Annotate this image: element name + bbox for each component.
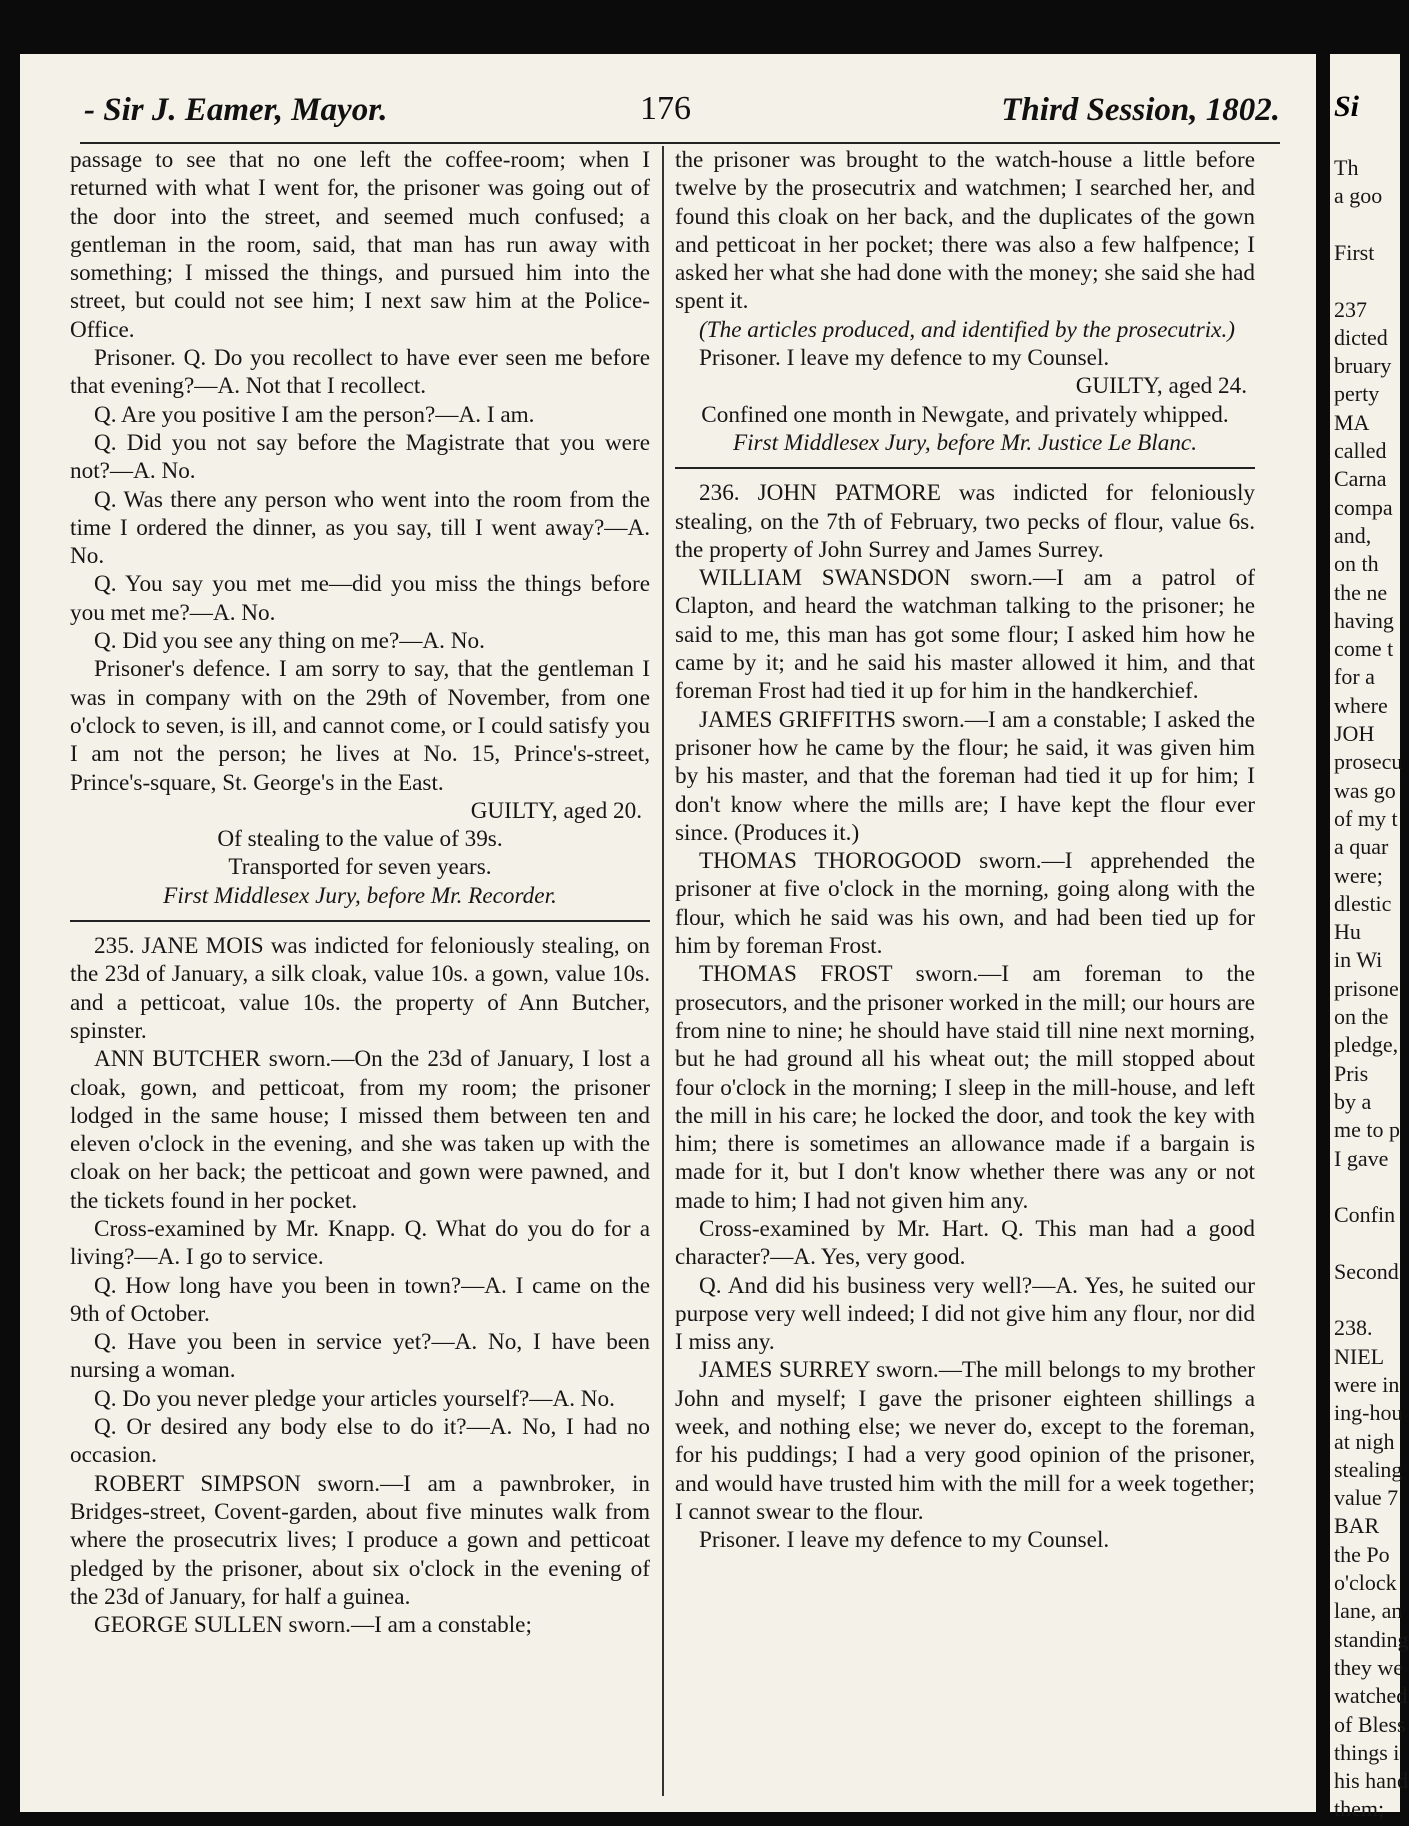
edge-line-fragment: First <box>1334 239 1375 265</box>
paragraph: JAMES SURREY sworn.—The mill belongs to my brother John and myself; I gave the prisoner eighteen shillings a week, and nothing else; we never do, except to the foreman, for his puddings; I had a very good opinion of the prisoner, and would have trusted him with the mill for a week together; I cannot swear to the flour. <box>675 1357 1255 1525</box>
paragraph: Q. And did his business very well?—A. Yes, he suited our purpose very well indeed; I did not give him any flour, nor did I miss any. <box>675 1272 1255 1356</box>
page-number: 176 <box>640 90 691 127</box>
edge-line-fragment: the ne <box>1334 579 1388 605</box>
paragraph: Q. Did you not say before the Magistrate that you were not?—A. No. <box>70 429 650 485</box>
header-left: - Sir J. Eamer, Mayor. <box>84 92 388 128</box>
edge-line-fragment: value 7 <box>1334 1485 1399 1511</box>
page-header <box>60 84 1300 140</box>
edge-line-fragment: called <box>1334 438 1387 463</box>
paragraph: ROBERT SIMPSON sworn.—I am a pawnbroker, in Bridges-street, Covent-garden, about five minutes walk from where the prosecutrix lives; I produce a gown and petticoat pledged by the prisoner, about six o'clock in the evening of the 23d of January, for half a guinea. <box>70 1470 650 1610</box>
paragraph: GEORGE SULLEN sworn.—I am a constable; <box>94 1612 532 1639</box>
paragraph: passage to see that no one left the coffee-room; when I returned with what I went for, the prisoner was going out of the door into the street, and seemed much confused; a gentleman in the room, said, that man has run away with something; I missed the things, and pursued him into the street, but could not see him; I next saw him at the Police-Office. <box>70 147 650 343</box>
header-rule <box>80 142 1280 144</box>
paragraph: ANN BUTCHER sworn.—On the 23d of January, I lost a cloak, gown, and petticoat, from my room; the prisoner lodged in the same house; I missed them between ten and eleven o'clock in the evening, and she was taken up with the cloak on her back; the petticoat and gown were pawned, and the tickets found in her pocket. <box>70 1046 650 1214</box>
edge-line-fragment: prisone <box>1334 975 1399 1001</box>
edge-line-fragment: for a <box>1334 664 1375 690</box>
paragraph: THOMAS FROST sworn.—I am foreman to the prosecutors, and the prisoner worked in the mill; our hours are from nine to nine; he should have staid till nine next morning, but he had ground all his wheat out; the mill stopped about four o'clock in the morning; I sleep in the mill-house, and left the mill in his care; he locked the door, and took the key with him; there is sometimes an allowance made if a bargain is made for it, but I don't know whether there was any or not made to him; I had not given him any. <box>675 961 1255 1214</box>
paragraph: Q. Or desired any body else to do it?—A. No, I had no occasion. <box>70 1414 650 1469</box>
header-right: Third Session, 1802. <box>1001 92 1280 128</box>
edge-line-fragment: a goo <box>1334 183 1383 209</box>
edge-line-fragment: BAR <box>1334 1513 1380 1539</box>
paragraph: Q. Do you never pledge your articles yourself?—A. No. <box>94 1385 615 1412</box>
paragraph: Q. You say you met me—did you miss the things before you met me?—A. No. <box>70 571 650 626</box>
paragraph: First Middlesex Jury, before Mr. Recorder. <box>163 882 557 909</box>
edge-line-fragment: Second <box>1334 1258 1399 1284</box>
section-rule <box>70 920 650 922</box>
edge-line-fragment: dicted <box>1334 324 1388 350</box>
paragraph: THOMAS THOROGOOD sworn.—I apprehended the prisoner at five o'clock in the morning, going along with the flour, which he said was his own, and had been tied up for him by foreman Frost. <box>675 848 1255 960</box>
paragraph: Q. Was there any person who went into the room from the time I ordered the dinner, as you say, till I went away?—A. No. <box>70 486 650 570</box>
edge-line-fragment: in Wi <box>1334 947 1383 973</box>
edge-line-fragment: having <box>1334 607 1394 633</box>
column-divider <box>662 146 664 1796</box>
paragraph: WILLIAM SWANSDON sworn.—I am a patrol of Clapton, and heard the watchman talking to the prisoner; he said to me, this man has got some flour; I asked him how he came by it; and he said his master allowed it him, and that foreman Frost had tied it up for him in the handkerchief. <box>675 565 1255 705</box>
edge-line-fragment: on th <box>1334 551 1379 577</box>
paragraph: Q. Are you positive I am the person?—A. I am. <box>94 401 535 428</box>
edge-line-fragment: of my t <box>1334 805 1398 831</box>
paragraph: Prisoner. I leave my defence to my Counsel. <box>699 1527 1110 1554</box>
edge-line-fragment: bruary <box>1334 353 1392 379</box>
paragraph: Q. Did you see any thing on me?—A. No. <box>94 628 485 655</box>
edge-line-fragment: were; <box>1334 862 1383 888</box>
edge-line-fragment: were in <box>1334 1371 1400 1397</box>
edge-line-fragment: pledge, <box>1334 1032 1399 1058</box>
paragraph: Of stealing to the value of 39s. <box>217 826 503 853</box>
edge-line-fragment: things i <box>1334 1739 1400 1765</box>
edge-line-fragment: at nigh <box>1334 1428 1395 1454</box>
edge-line-fragment: o'clock <box>1334 1570 1397 1595</box>
edge-line-fragment: Hu <box>1334 919 1361 945</box>
edge-line-fragment: lane, an <box>1334 1598 1403 1624</box>
edge-line-fragment: by a <box>1334 1088 1372 1114</box>
edge-line-fragment: them; <box>1334 1796 1385 1822</box>
edge-line-fragment: his hand <box>1334 1768 1408 1794</box>
edge-line-fragment: Carna <box>1334 466 1387 492</box>
edge-line-fragment: JOH <box>1334 721 1375 746</box>
edge-line-fragment: 237 <box>1334 296 1367 322</box>
paragraph: 235. JANE MOIS was indicted for feloniously stealing, on the 23d of January, a silk cloak, value 10s. a gown, value 10s. and a petticoat, value 10s. the property of Ann Butcher, spinster. <box>70 933 650 1044</box>
edge-line-fragment: and, <box>1334 522 1372 548</box>
edge-line-fragment: come t <box>1334 636 1394 662</box>
edge-header-fragment: Si <box>1334 90 1360 123</box>
left-page <box>20 54 1316 1812</box>
edge-line-fragment: of Bless <box>1334 1711 1406 1737</box>
edge-line-fragment: perty <box>1334 381 1380 407</box>
edge-line-fragment: MA <box>1334 409 1370 435</box>
edge-line-fragment: Th <box>1334 155 1359 180</box>
paragraph: (The articles produced, and identified by the prosecutrix.) <box>699 316 1235 343</box>
edge-line-fragment: ing-hou <box>1334 1400 1403 1426</box>
edge-line-fragment: prosecu <box>1334 749 1403 775</box>
edge-line-fragment: where <box>1334 692 1388 718</box>
paragraph: Transported for seven years. <box>228 854 492 881</box>
paragraph: Q. How long have you been in town?—A. I came on the 9th of October. <box>70 1272 650 1327</box>
paragraph: Cross-examined by Mr. Knapp. Q. What do you do for a living?—A. I go to service. <box>70 1215 650 1271</box>
edge-line-fragment: a quar <box>1334 834 1389 860</box>
edge-line-fragment: on the <box>1334 1004 1389 1029</box>
edge-line-fragment: Confin <box>1334 1202 1396 1228</box>
edge-line-fragment: NIEL <box>1334 1343 1385 1369</box>
edge-line-fragment: standing <box>1334 1626 1409 1652</box>
paragraph: 236. JOHN PATMORE was indicted for feloniously stealing, on the 7th of February, two pecks of flour, value 6s. the property of John Surrey and James Surrey. <box>675 480 1255 563</box>
paragraph: JAMES GRIFFITHS sworn.—I am a constable; I asked the prisoner how he came by the flour; he said, it was given him by his master, and that the foreman had tied it up for him; I don't know where the mills are; I have kept the flour ever since. (Produces it.) <box>675 706 1255 846</box>
paragraph: Cross-examined by Mr. Hart. Q. This man had a good character?—A. Yes, very good. <box>675 1215 1255 1271</box>
edge-line-fragment: compa <box>1334 494 1393 520</box>
edge-line-fragment: the Po <box>1334 1541 1390 1567</box>
paragraph: Confined one month in Newgate, and privately whipped. <box>701 401 1229 428</box>
paragraph: Prisoner's defence. I am sorry to say, that the gentleman I was in company with on the 29th of November, from one o'clock to seven, is ill, and cannot come, or I could satisfy you I am not the person; he lives at No. 15, Prince's-street, Prince's-square, St. George's in the East. <box>70 656 650 796</box>
middle-column <box>675 146 1255 1796</box>
paragraph: GUILTY, aged 24. <box>1075 373 1247 400</box>
paragraph: Prisoner. I leave my defence to my Counsel. <box>699 345 1110 372</box>
edge-line-fragment: dlestic <box>1334 890 1392 916</box>
edge-line-fragment: I gave <box>1334 1145 1389 1171</box>
edge-line-fragment: me to p <box>1334 1117 1400 1143</box>
left-column <box>70 146 650 1796</box>
right-page-edge <box>1330 54 1409 1822</box>
edge-line-fragment: 238. <box>1334 1315 1373 1341</box>
paragraph: Prisoner. Q. Do you recollect to have ever seen me before that evening?—A. Not that I recollect. <box>70 345 650 400</box>
edge-line-fragment: watched <box>1334 1683 1408 1709</box>
edge-line-fragment: stealing <box>1334 1456 1403 1482</box>
edge-line-fragment: they we <box>1334 1654 1404 1680</box>
paragraph: First Middlesex Jury, before Mr. Justice Le Blanc. <box>732 429 1198 456</box>
edge-line-fragment: Pris <box>1334 1060 1369 1086</box>
paragraph: Q. Have you been in service yet?—A. No, I have been nursing a woman. <box>70 1329 650 1384</box>
edge-line-fragment: was go <box>1334 777 1396 803</box>
paragraph: GUILTY, aged 20. <box>470 797 642 824</box>
paragraph: the prisoner was brought to the watch-house a little before twelve by the prosecutrix and watchmen; I searched her, and found this cloak on her back, and the duplicates of the gown and petticoat in her pocket; there was also a few halfpence; I asked her what she had done with the money; she said she had spent it. <box>675 147 1255 315</box>
section-rule <box>675 467 1255 469</box>
